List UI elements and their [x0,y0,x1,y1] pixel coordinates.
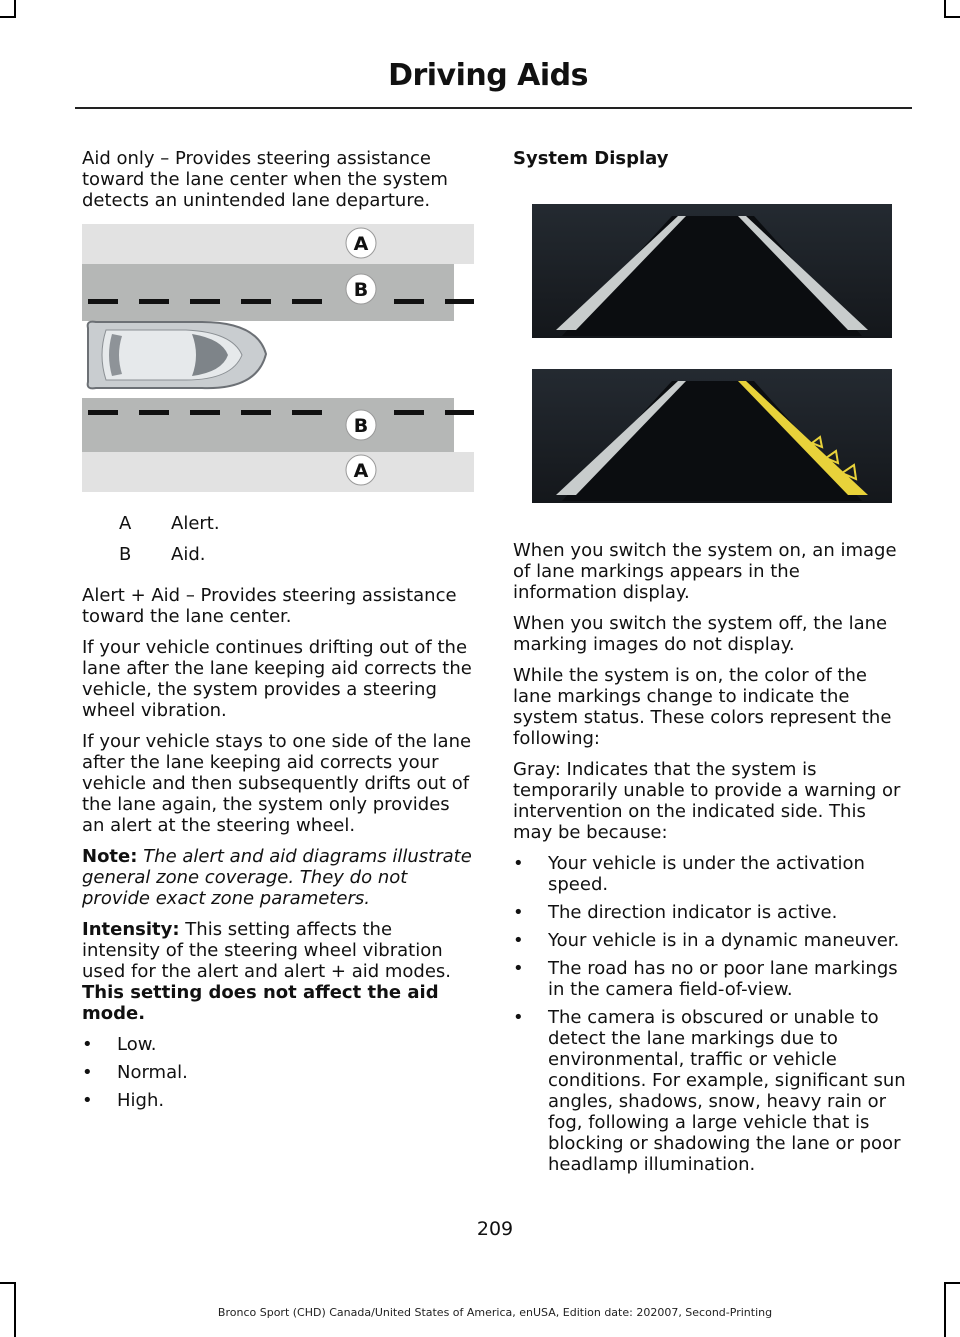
one-side-paragraph: If your vehicle stays to one side of the lane after the lane keeping aid corrects your vehicle and then subsequently drifts out of the lane again, the system only provides an alert at the steering wheel. [82,731,472,836]
list-item: • High. [82,1090,474,1111]
right-column-head [513,148,908,169]
list-item: • Normal. [82,1062,474,1083]
list-item: • Low. [82,1034,474,1055]
svg-text:B: B [353,415,369,437]
note-text: The alert and aid diagrams illustrate general zone coverage. They do not provide exact zone parameters. [82,846,472,909]
lane-zone-diagram [82,224,474,492]
colors-paragraph: While the system is on, the color of the lane markings change to indicate the system status. These colors represent the following: [513,665,892,749]
left-column-body [82,513,474,1121]
label-b-bottom [346,410,376,440]
svg-text:A: A [353,233,369,255]
crop-mark [0,16,16,18]
page-number: 209 [476,1218,514,1240]
crop-mark [944,1282,960,1284]
intensity-bold-text: This setting does not affect the aid mode. [82,982,439,1024]
aid-zone-bottom [82,398,454,452]
reasons-list [513,853,908,1175]
aid-only-paragraph: Aid only – Provides steering assistance toward the lane center when the system detects an unintended lane departure. [82,148,448,211]
intensity-levels-list [82,1034,474,1111]
alert-zone-top [82,224,474,264]
legend-value: Alert. [171,513,220,534]
intensity-paragraph [82,919,474,1024]
note-paragraph [82,846,474,909]
right-column-body [513,540,908,1185]
vehicle-icon [88,322,266,389]
legend-row [82,544,474,565]
system-display-heading: System Display [513,148,669,169]
note-label: Note: [82,846,138,867]
list-item: • The camera is obscured or unable to detect the lane markings due to environmental, traffic or vehicle conditions. For example, significant sun angles, shadows, snow, heavy rain or fog, following a large vehicle that is blocking or shadowing the lane or poor headlamp illumination. [513,1007,908,1175]
label-a-top [346,228,376,258]
page-title: Driving Aids [388,58,588,93]
label-b-top [346,274,376,304]
intensity-text: This setting affects the intensity of the steering wheel vibration used for the alert and alert + aid modes. [82,919,452,982]
alert-aid-paragraph: Alert + Aid – Provides steering assistance toward the lane center. [82,585,457,627]
display-lanes-active-image [532,369,892,503]
footer-edition-text: Bronco Sport (CHD) Canada/United States of America, enUSA, Edition date: 202007, Second-Printing [217,1306,773,1319]
drifting-paragraph: If your vehicle continues drifting out of the lane after the lane keeping aid corrects the vehicle, the system provides a steering wheel vibration. [82,637,472,721]
display-lanes-off-image [532,204,892,338]
header-divider [75,107,912,109]
label-a-bottom [346,455,376,485]
svg-text:A: A [353,460,369,482]
legend-key: A [119,513,132,534]
system-off-paragraph: When you switch the system off, the lane marking images do not display. [513,613,888,655]
legend-key: B [119,544,132,565]
legend-value: Aid. [171,544,206,565]
alert-zone-bottom [82,452,474,492]
aid-zone-top [82,264,454,321]
intensity-label: Intensity: [82,919,180,940]
list-item: • Your vehicle is in a dynamic maneuver. [513,930,908,951]
legend-row [82,513,474,534]
gray-paragraph: Gray: Indicates that the system is temporarily unable to provide a warning or intervention on the indicated side. This may be because: [513,759,901,843]
system-on-paragraph: When you switch the system on, an image of lane markings appears in the information display. [513,540,897,603]
list-item: • The direction indicator is active. [513,902,908,923]
crop-mark [0,1282,16,1284]
svg-text:B: B [353,279,369,301]
crop-mark [944,16,960,18]
left-column [82,148,474,221]
list-item: • The road has no or poor lane markings in the camera field-of-view. [513,958,908,1000]
list-item: • Your vehicle is under the activation speed. [513,853,908,895]
